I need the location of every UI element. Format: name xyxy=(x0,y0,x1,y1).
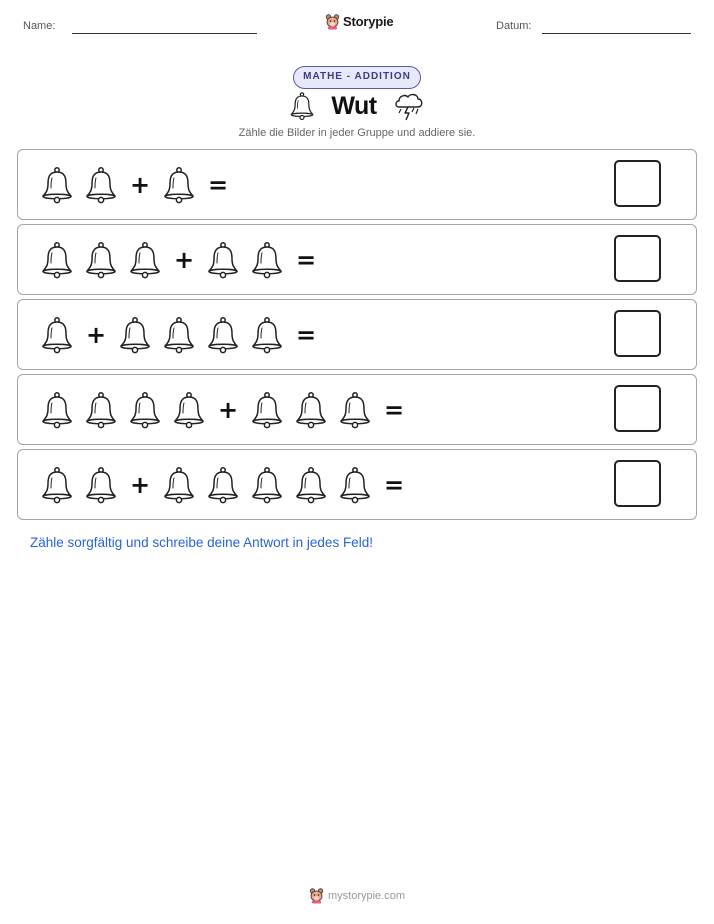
storypie-logo xyxy=(325,13,393,30)
date-label: Datum: xyxy=(496,20,532,32)
bell-icon xyxy=(84,241,118,279)
equals-sign: = xyxy=(383,395,405,424)
bell-icon xyxy=(128,391,162,429)
bell-icon xyxy=(84,466,118,504)
bell-icon xyxy=(40,391,74,429)
bear-mascot-icon xyxy=(309,887,324,904)
bell-icon xyxy=(162,466,196,504)
bell-icon xyxy=(250,391,284,429)
problem-row xyxy=(17,149,697,220)
problem-row xyxy=(17,374,697,445)
name-line[interactable] xyxy=(72,33,257,34)
problem-row xyxy=(17,449,697,520)
bear-mascot-icon xyxy=(325,13,340,30)
bell-icon xyxy=(294,466,328,504)
bell-icon xyxy=(118,316,152,354)
bell-icon xyxy=(84,166,118,204)
equals-sign: = xyxy=(207,170,229,199)
equals-sign: = xyxy=(295,320,317,349)
instruction-text: Zähle die Bilder in jeder Gruppe und addiere sie. xyxy=(238,127,476,139)
problem-expression xyxy=(40,300,328,369)
bell-icon xyxy=(338,391,372,429)
bell-icon xyxy=(206,316,240,354)
name-label: Name: xyxy=(23,20,56,32)
bell-icon xyxy=(40,241,74,279)
problem-expression xyxy=(40,150,240,219)
plus-sign: + xyxy=(173,245,195,274)
site-footer xyxy=(0,887,714,904)
answer-box[interactable] xyxy=(614,160,661,207)
bell-icon xyxy=(172,391,206,429)
plus-sign: + xyxy=(217,395,239,424)
worksheet-title: Wut xyxy=(331,91,377,120)
answer-box[interactable] xyxy=(614,460,661,507)
plus-sign: + xyxy=(129,470,151,499)
bell-icon xyxy=(250,316,284,354)
answer-box[interactable] xyxy=(614,385,661,432)
bell-icon xyxy=(250,466,284,504)
bell-icon xyxy=(289,91,315,121)
storm-cloud-icon xyxy=(393,91,425,121)
bell-icon xyxy=(162,316,196,354)
problem-row xyxy=(17,224,697,295)
date-line[interactable] xyxy=(542,33,691,34)
bell-icon xyxy=(128,241,162,279)
problem-expression xyxy=(40,450,416,519)
bell-icon xyxy=(338,466,372,504)
footer-note: Zähle sorgfältig und schreibe deine Antwort in jedes Feld! xyxy=(30,535,373,550)
bell-icon xyxy=(206,466,240,504)
plus-sign: + xyxy=(129,170,151,199)
bell-icon xyxy=(40,316,74,354)
bell-icon xyxy=(40,166,74,204)
equals-sign: = xyxy=(295,245,317,274)
answer-box[interactable] xyxy=(614,310,661,357)
plus-sign: + xyxy=(85,320,107,349)
site-url: mystorypie.com xyxy=(327,889,406,902)
bell-icon xyxy=(294,391,328,429)
bell-icon xyxy=(84,391,118,429)
bell-icon xyxy=(40,466,74,504)
equals-sign: = xyxy=(383,470,405,499)
bell-icon xyxy=(162,166,196,204)
title-row xyxy=(0,91,714,121)
problem-expression xyxy=(40,375,416,444)
subject-badge: MATHE - ADDITION xyxy=(293,66,421,89)
bell-icon xyxy=(250,241,284,279)
bell-icon xyxy=(206,241,240,279)
problem-row xyxy=(17,299,697,370)
problem-expression xyxy=(40,225,328,294)
answer-box[interactable] xyxy=(614,235,661,282)
brand-name: Storypie xyxy=(343,14,394,29)
